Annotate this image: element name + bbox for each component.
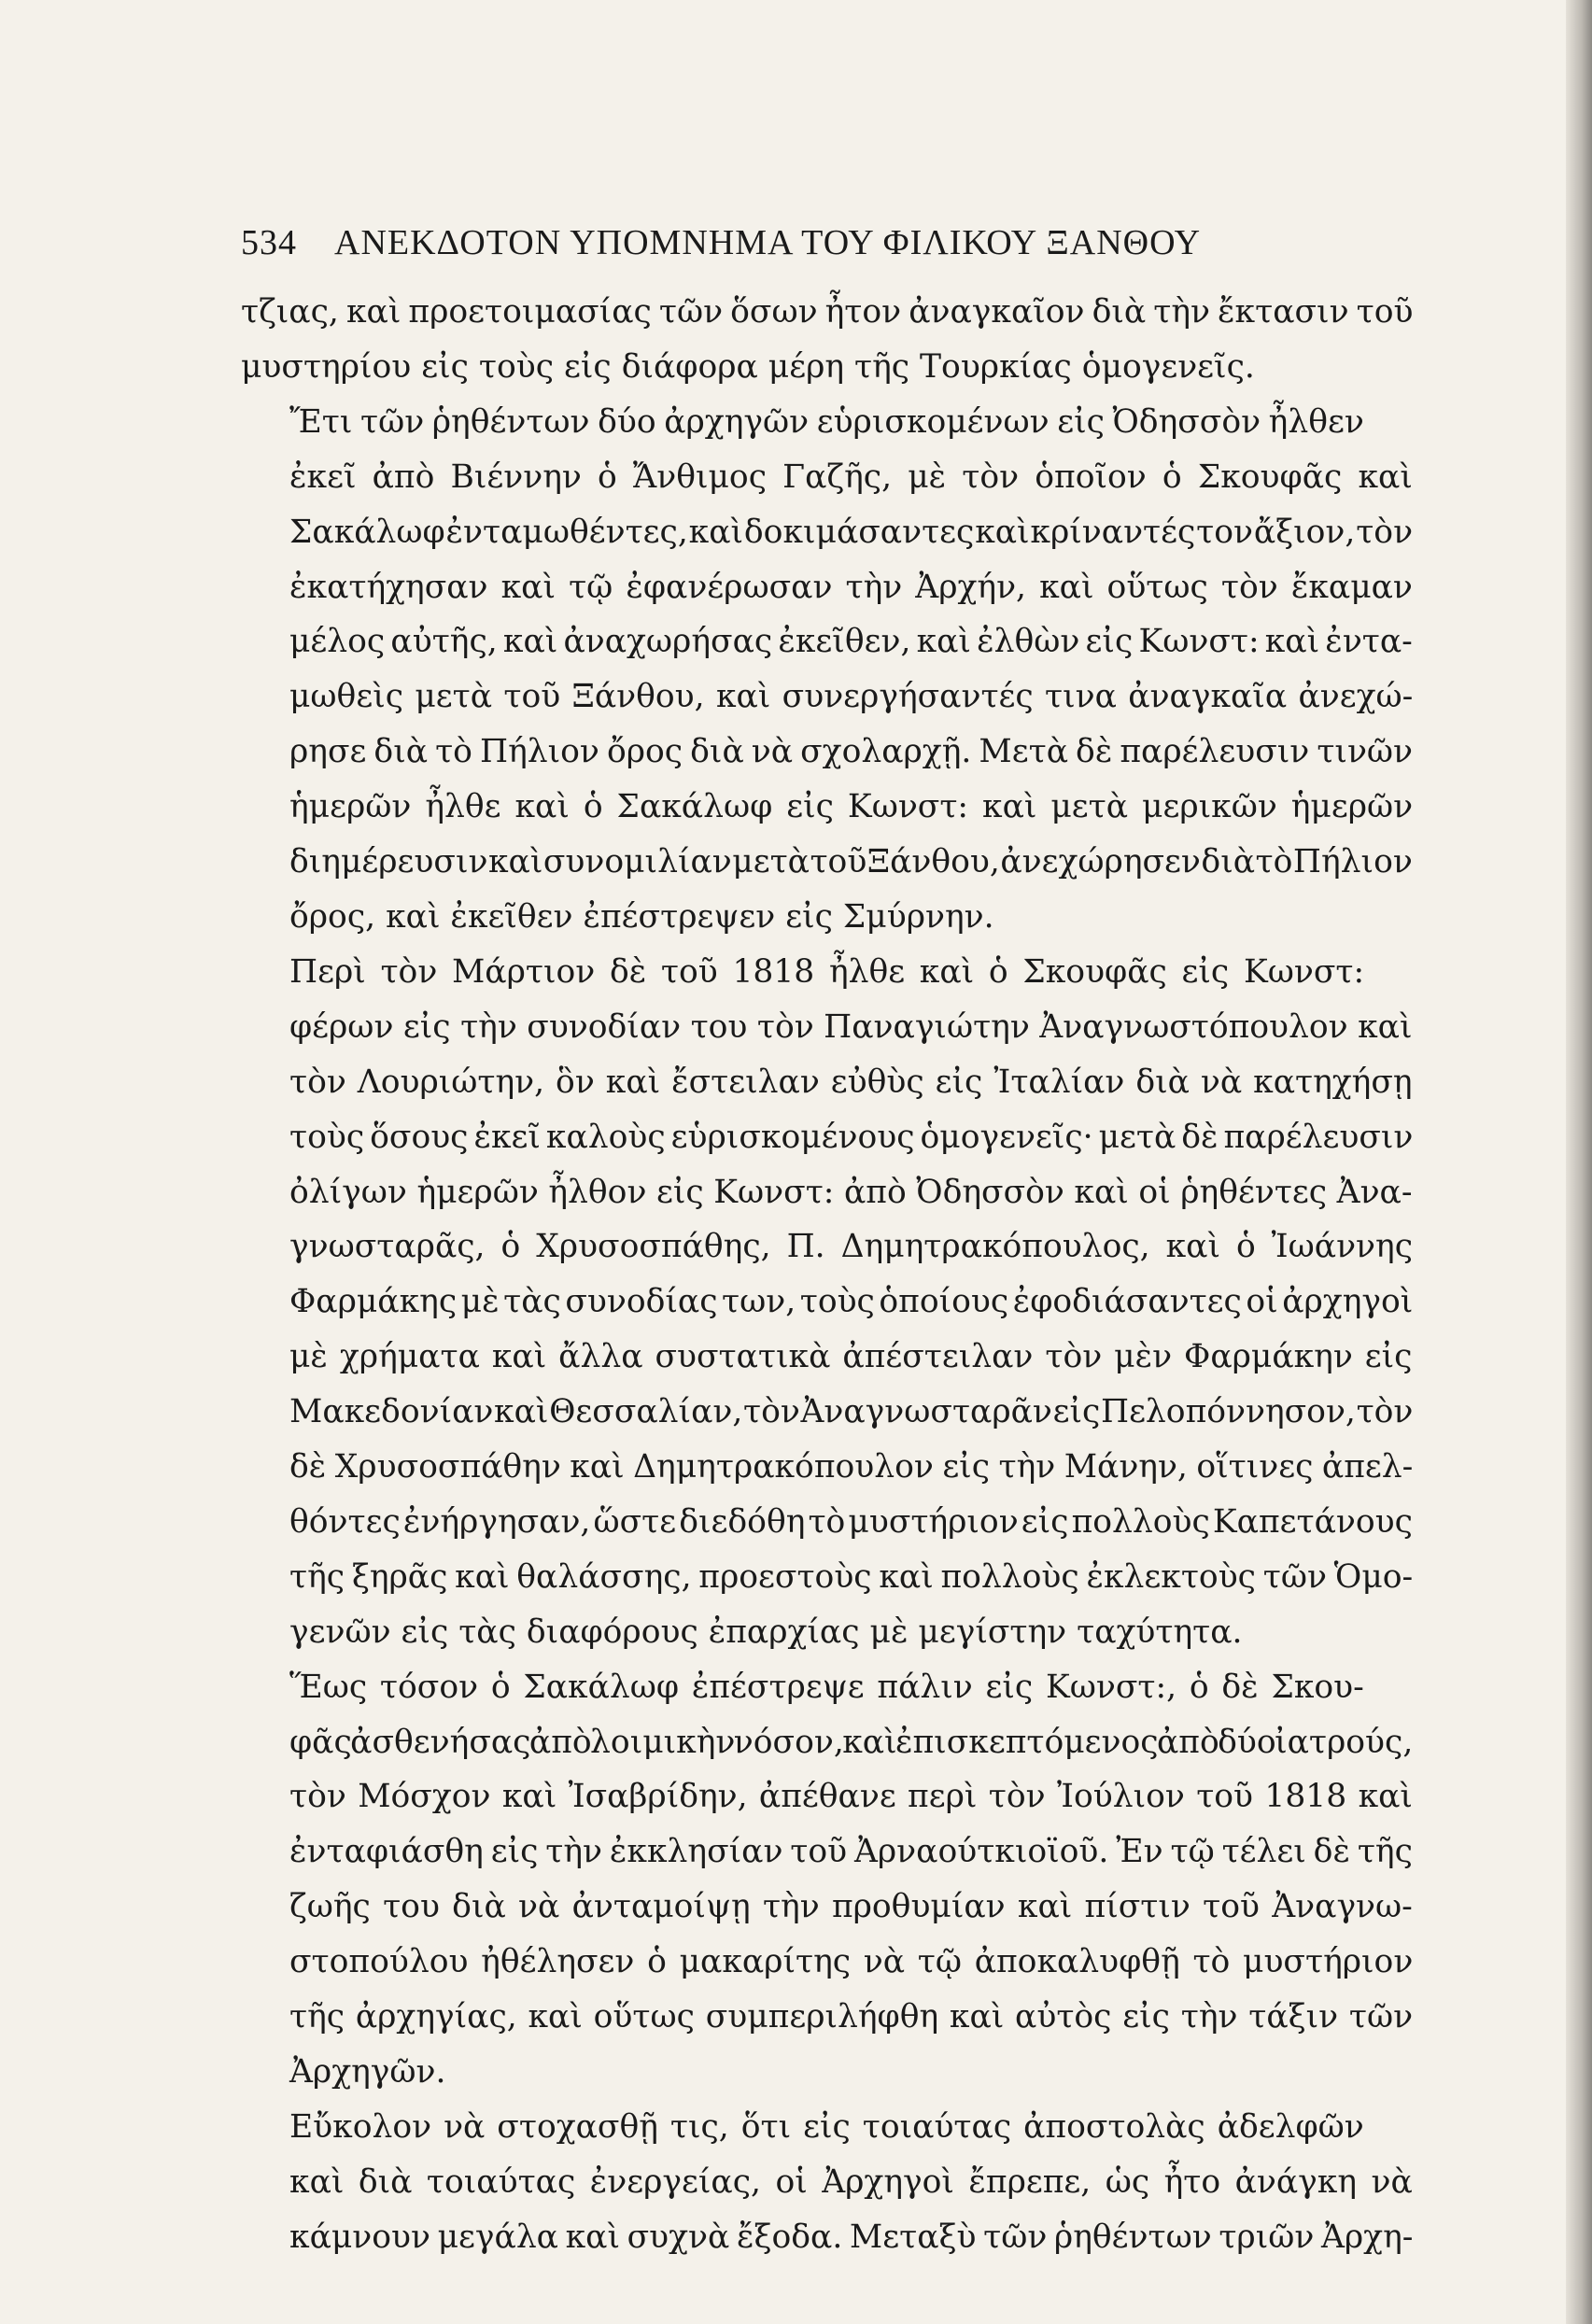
text-line: ὄρος, καὶ ἐκεῖθεν ἐπέστρεψεν εἰς Σμύρνην. <box>289 897 994 936</box>
paragraph <box>241 285 1413 395</box>
paragraph <box>241 2100 1413 2265</box>
text-line: Περὶ τὸν Μάρτιον δὲ τοῦ 1818 ἦλθε καὶ ὁ Σκουφᾶς εἰς Κωνστ: <box>289 952 1365 991</box>
body-text <box>241 285 1413 2265</box>
text-line: τῆς ξηρᾶς καὶ θαλάσσης, προεστοὺς καὶ πολλοὺς ἐκλεκτοὺς τῶν Ὁμο- <box>289 1557 1414 1596</box>
text-line: τοὺς ὅσους ἐκεῖ καλοὺς εὑρισκομένους ὁμογενεῖς· μετὰ δὲ παρέλευσιν <box>289 1118 1414 1156</box>
text-line: ὀλίγων ἡμερῶν ἦλθον εἰς Κωνστ: ἀπὸ Ὀδησσὸν καὶ οἱ ῥηθέντες Ἀνα- <box>289 1173 1413 1211</box>
text-line: ἐκεῖ ἀπὸ Βιέννην ὁ Ἄνθιμος Γαζῆς, μὲ τὸν ὁποῖον ὁ Σκουφᾶς καὶ <box>289 458 1413 496</box>
text-line: ζωῆς του διὰ νὰ ἀνταμοίψῃ τὴν προθυμίαν καὶ πίστιν τοῦ Ἀναγνω- <box>289 1888 1413 1926</box>
text-line: μέλος αὐτῆς, καὶ ἀναχωρήσας ἐκεῖθεν, καὶ ἐλθὼν εἰς Κωνστ: καὶ ἐντα- <box>289 623 1413 661</box>
text-line: φᾶς ἀσθενήσας ἀπὸ λοιμικὴν νόσον, καὶ ἐπισκεπτόμενος ἀπὸ δύο ἰατρούς, <box>289 1723 1414 1761</box>
text-line: Σακάλωφ ἐνταμωθέντες, καὶ δοκιμάσαντες καὶ κρίναντές τον ἄξιον, τὸν <box>289 513 1414 551</box>
text-line: Εὔκολον νὰ στοχασθῇ τις, ὅτι εἰς τοιαύτας ἀποστολὰς ἀδελφῶν <box>289 2107 1364 2146</box>
text-line: στοπούλου ἠθέλησεν ὁ μακαρίτης νὰ τῷ ἀποκαλυφθῇ τὸ μυστήριον <box>289 1943 1414 1981</box>
book-gutter-shadow <box>1566 0 1592 2324</box>
text-line: κάμνουν μεγάλα καὶ συχνὰ ἔξοδα. Μεταξὺ τῶν ῥηθέντων τριῶν Ἀρχη- <box>289 2218 1414 2256</box>
book-page <box>241 210 1413 2265</box>
text-line: φέρων εἰς τὴν συνοδίαν του τὸν Παναγιώτην Ἀναγνωστόπουλον καὶ <box>289 1007 1413 1046</box>
text-line: μυστηρίου εἰς τοὺς εἰς διάφορα μέρη τῆς Τουρκίας ὁμογενεῖς. <box>241 347 1255 386</box>
text-line: ἐνταφιάσθη εἰς τὴν ἐκκλησίαν τοῦ Ἀρναούτκιοϊοῦ. Ἐν τῷ τέλει δὲ τῆς <box>289 1833 1413 1871</box>
paragraph <box>241 945 1413 1660</box>
text-line: γνωσταρᾶς, ὁ Χρυσοσπάθης, Π. Δημητρακόπουλος, καὶ ὁ Ἰωάννης <box>289 1228 1414 1266</box>
text-line: Ἀρχηγῶν. <box>289 2053 446 2091</box>
text-line: μωθεὶς μετὰ τοῦ Ξάνθου, καὶ συνεργήσαντές τινα ἀναγκαῖα ἀνεχώ- <box>289 678 1414 716</box>
text-line: Ἔτι τῶν ῥηθέντων δύο ἀρχηγῶν εὑρισκομένων εἰς Ὀδησσὸν ἦλθεν <box>289 402 1364 441</box>
text-line: Μακεδονίαν καὶ Θεσσαλίαν, τὸν Ἀναγνωσταρᾶν εἰς Πελοπόννησον, τὸν <box>289 1393 1414 1431</box>
page-number: 534 <box>241 223 297 262</box>
text-line: καὶ διὰ τοιαύτας ἐνεργείας, οἱ Ἀρχηγοὶ ἔπρεπε, ὡς ἦτο ἀνάγκη νὰ <box>289 2162 1413 2201</box>
text-line: ἐκατήχησαν καὶ τῷ ἐφανέρωσαν τὴν Ἀρχήν, καὶ οὕτως τὸν ἔκαμαν <box>289 568 1413 606</box>
text-line: μὲ χρήματα καὶ ἄλλα συστατικὰ ἀπέστειλαν τὸν μὲν Φαρμάκην εἰς <box>289 1338 1413 1376</box>
text-line: δὲ Χρυσοσπάθην καὶ Δημητρακόπουλον εἰς τὴν Μάνην, οἵτινες ἀπελ- <box>289 1448 1414 1486</box>
text-line: ρησε διὰ τὸ Πήλιον ὄρος διὰ νὰ σχολαρχῇ. Μετὰ δὲ παρέλευσιν τινῶν <box>289 733 1414 771</box>
running-header <box>241 210 1413 275</box>
text-line: γενῶν εἰς τὰς διαφόρους ἐπαρχίας μὲ μεγίστην ταχύτητα. <box>289 1613 1243 1651</box>
text-line: τὸν Μόσχον καὶ Ἰσαβρίδην, ἀπέθανε περὶ τὸν Ἰούλιον τοῦ 1818 καὶ <box>289 1778 1413 1816</box>
text-line: Φαρμάκης μὲ τὰς συνοδίας των, τοὺς ὁποίους ἐφοδιάσαντες οἱ ἀρχηγοὶ <box>289 1283 1414 1321</box>
paragraph <box>241 1660 1413 2100</box>
text-line: διημέρευσιν καὶ συνομιλίαν μετὰ τοῦ Ξάνθου, ἀνεχώρησεν διὰ τὸ Πήλιον <box>289 843 1413 881</box>
running-title: ΑΝΕΚΔΟΤΟΝ ΥΠΟΜΝΗΜΑ ΤΟΥ ΦΙΛΙΚΟΥ ΞΑΝΘΟΥ <box>334 223 1202 262</box>
text-line: τῆς ἀρχηγίας, καὶ οὕτως συμπεριλήφθη καὶ αὐτὸς εἰς τὴν τάξιν τῶν <box>289 1998 1414 2036</box>
text-line: θόντες ἐνήργησαν, ὥστε διεδόθη τὸ μυστήριον εἰς πολλοὺς Καπετάνους <box>289 1502 1413 1541</box>
text-line: ἡμερῶν ἦλθε καὶ ὁ Σακάλωφ εἰς Κωνστ: καὶ μετὰ μερικῶν ἡμερῶν <box>289 788 1414 826</box>
text-line: τζιας, καὶ προετοιμασίας τῶν ὅσων ἦτον ἀναγκαῖον διὰ τὴν ἔκτασιν τοῦ <box>241 293 1414 331</box>
paragraph <box>241 395 1413 945</box>
text-line: Ἕως τόσον ὁ Σακάλωφ ἐπέστρεψε πάλιν εἰς Κωνστ:, ὁ δὲ Σκου- <box>289 1668 1364 1706</box>
text-line: τὸν Λουριώτην, ὃν καὶ ἔστειλαν εὐθὺς εἰς Ἰταλίαν διὰ νὰ κατηχήσῃ <box>289 1063 1413 1101</box>
